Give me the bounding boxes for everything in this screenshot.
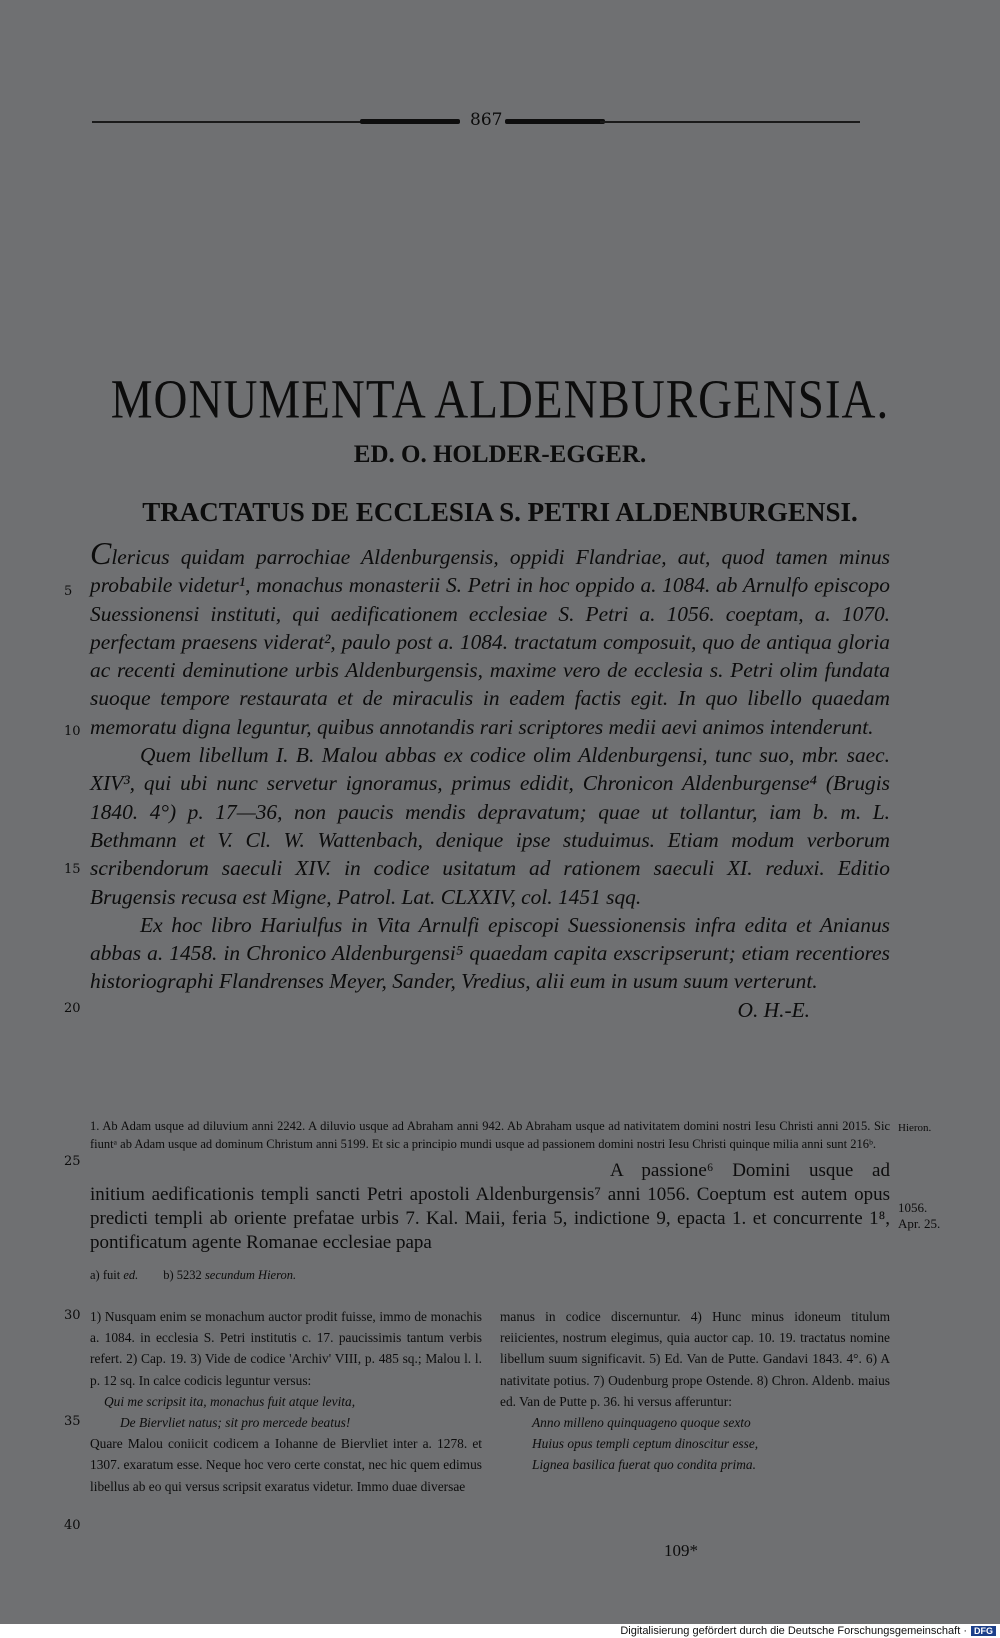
apparatus-b: b) 5232 (163, 1268, 202, 1282)
intro-paragraph-2: Quem libellum I. B. Malou abbas ex codice olim Aldenburgensi, tunc suo, mbr. saec. XIV³, qui ubi nunc servetur ignoramus, primus edidit, Chronicon Aldenburgense⁴ (Brugis 1840. 4°) p. 17—36, non paucis mendis depravatum; quae ut tollantur, iam b. m. L. Bethmann et V. Cl. W. Wattenbach, denique ipse studuimus. Etiam modum verborum scribendorum saeculi XIV. in codice usitatum ad rationem saeculi XI. reduxi. Editio Brugensis recusa est Migne, Patrol. Lat. CLXXIV, col. 1451 sqq. (90, 743, 890, 909)
initial-letter: C (90, 535, 112, 571)
line-number-40: 40 (64, 1518, 81, 1533)
apparatus-a-note: ed. (123, 1268, 139, 1282)
header-rule-right-thick (505, 119, 605, 124)
digitization-footer (0, 1624, 1000, 1638)
line-number-35: 35 (64, 1414, 81, 1429)
signature: O. H.-E. (737, 997, 810, 1022)
footnotes-right-text: manus in codice discernuntur. 4) Hunc minus idoneum titulum reiicientes, nostrum elegimus, quia auctor cap. 10. 19. tractatus nomine libellum suum significavit. 5) Ed. Van de Putte. Gandavi 1843. 4°. 6) A nativitate potius. 7) Oudenburg prope Ostende. 8) Chron. Aldenb. maius ed. Van de Putte p. 36. hi versus afferuntur: (500, 1309, 890, 1409)
page-title: MONUMENTA ALDENBURGENSIA. (110, 369, 890, 431)
margin-note-date-year: 1056. (898, 1200, 928, 1215)
intro-paragraph-1 (90, 535, 890, 741)
margin-note-date-day: Apr. 25. (898, 1216, 941, 1231)
line-number-15: 15 (64, 862, 81, 877)
page-number-top: 867 (470, 110, 503, 130)
header-rule-left-thin (92, 121, 372, 123)
footnotes-left-column (90, 1306, 482, 1497)
header-rule-left-thick (360, 119, 460, 124)
introduction-text (90, 535, 890, 1024)
dfg-logo: DFG (971, 1626, 996, 1636)
verse-left-line-2: De Biervliet natus; sit pro mercede beatus! (120, 1415, 351, 1431)
footnotes-left-text-2: Quare Malou coniicit codicem a Iohanne de Biervliet inter a. 1278. et 1307. exaratum esse. Neque hoc vero certe constat, nec hic quem edimus libellus ab eo qui versus scripsit exaratus videtur. Immo duae diversae (90, 1436, 482, 1494)
verse-right-line-1: Anno milleno quinquageno quoque sexto (532, 1415, 751, 1431)
line-number-30: 30 (64, 1308, 81, 1323)
verse-right-line-3: Lignea basilica fuerat quo condita prima. (532, 1457, 756, 1473)
line-number-20: 20 (64, 1001, 81, 1016)
intro-paragraph-3-text: Ex hoc libro Hariulfus in Vita Arnulfi episcopi Suessionensis infra edita et Anianus abbas a. 1458. in Chronico Aldenburgensi⁵ quaedam capita exscripserunt; etiam recentiores historiographi Flandrenses Meyer, Sander, Vredius, alii eum in usum suum verterunt. (90, 912, 890, 994)
line-number-10: 10 (64, 724, 81, 739)
footnotes-right-column (500, 1306, 890, 1476)
intro-paragraph-1-text: lericus quidam parrochiae Aldenburgensis, oppidi Flandriae, aut, quod tamen minus probabile videtur¹, monachus monasterii S. Petri in hoc oppido a. 1084. ab Arnulfo episcopo Suessionensi instituti, qui aedificationem ecclesiae S. Petri a. 1056. coeptam, a. 1070. perfectam praesens viderat², paulo post a. 1084. tractatum composuit, quo de antiqua gloria ac recenti deminutione urbis Aldenburgensis, maxime vero de ecclesia s. Petri olim fundata suoque tempore restaurata et de miraculis in eadem factis egit. In quo libello quaedam memoratu digna leguntur, quibus annotandis rari scriptores medii aevi animos intenderunt. (90, 545, 890, 739)
apparatus-b-note: secundum Hieron. (204, 1268, 297, 1282)
editor-line: ED. O. HOLDER-EGGER. (353, 441, 647, 468)
apparatus-a: a) fuit (90, 1268, 121, 1282)
margin-note-hieron: Hieron. (898, 1122, 932, 1134)
footer-text: Digitalisierung gefördert durch die Deutsche Forschungsgemeinschaft · (620, 1625, 967, 1637)
intro-paragraph-3 (90, 911, 890, 1022)
verse-left-line-1: Qui me scripsit ita, monachus fuit atque levita, (104, 1393, 356, 1409)
page-number-bottom: 109* (664, 1541, 698, 1560)
line-number-25: 25 (64, 1154, 81, 1169)
footnotes-left-text: 1) Nusquam enim se monachum auctor prodit fuisse, immo de monachis a. 1084. in ecclesia S. Petri institutis c. 17. paucissimis tantum verbis refert. 2) Cap. 19. 3) Vide de codice 'Archiv' VIII, p. 485 sq.; Malou l. l. p. 12 sq. In calce codicis leguntur versus: (90, 1309, 482, 1388)
critical-apparatus (90, 1268, 296, 1283)
verse-right-line-2: Huius opus templi ceptum dinoscitur esse, (532, 1436, 759, 1452)
tract-title: TRACTATUS DE ECCLESIA S. PETRI ALDENBURGENSI. (142, 497, 858, 527)
line-number-5: 5 (64, 584, 73, 599)
header-rule-right-thin (600, 121, 860, 123)
chronology-text: 1. Ab Adam usque ad diluvium anni 2242. A diluvio usque ad Abraham anni 942. Ab Abraham usque ad nativitatem domini nostri Iesu Christi anni 2015. Sic fiuntᵃ ab Adam usque ad dominum Christum anni 5199. Et sic a principio mundi usque ad passionem domini nostri Iesu Christi quinque milia anni sunt 216ᵇ. (90, 1119, 890, 1151)
passione-text: A passione⁶ Domini usque ad initium aedificationis templi sancti Petri apostoli Aldenburgensis⁷ anni 1056. Coeptum est autem opus predicti templi ab oriente prefatae urbis 7. Kal. Maii, feria 5, indictione 9, epacta 1. et concurrente 1⁸, pontificatum agente Romanae ecclesiae papa (90, 1160, 890, 1253)
